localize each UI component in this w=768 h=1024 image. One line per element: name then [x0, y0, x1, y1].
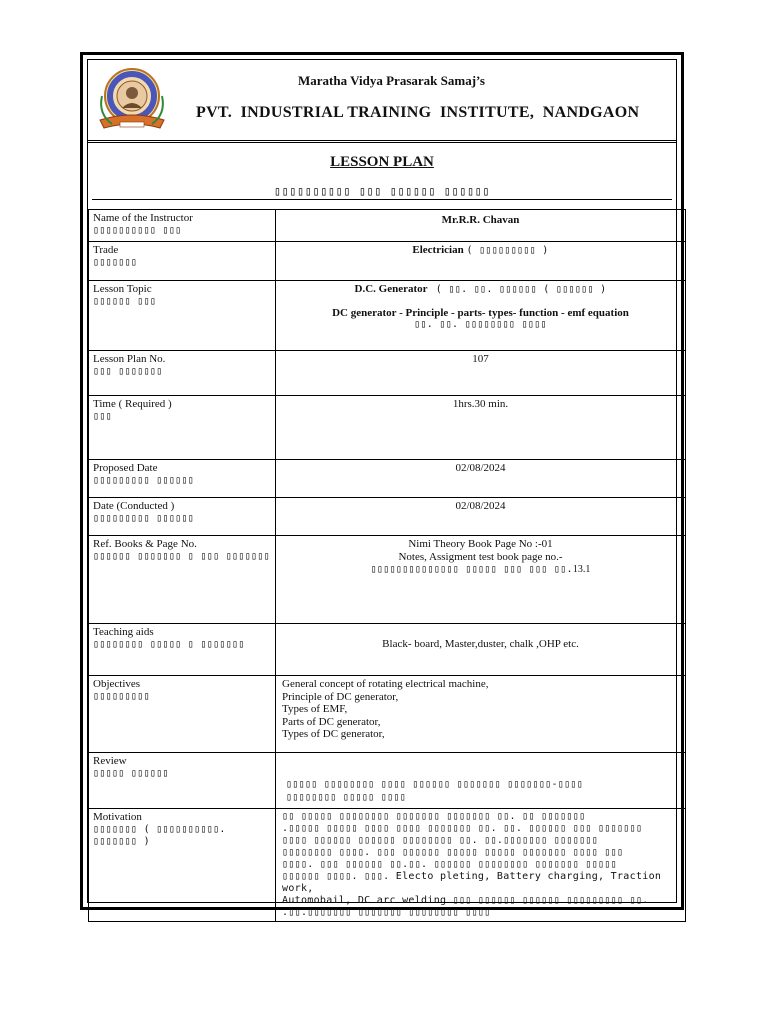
ref-books-label: Ref. Books & Page No. — [93, 538, 197, 550]
ref-books-label-cell — [89, 536, 276, 624]
row-instructor — [89, 210, 686, 242]
teaching-aids-label-cell — [89, 624, 276, 676]
row-plan-no — [89, 351, 686, 396]
instructor-label-marathi: ▯▯▯▯▯▯▯▯▯▯ ▯▯▯ — [93, 224, 182, 236]
lesson-plan-title: LESSON PLAN — [330, 154, 434, 170]
document-inner-border — [87, 59, 677, 918]
instructor-label-cell — [89, 210, 276, 242]
time-value: 1hrs.30 min. — [452, 398, 509, 410]
motivation-line: ▯▯ ▯▯▯▯▯ ▯▯▯▯▯▯▯▯ ▯▯▯▯▯▯▯ ▯▯▯▯▯▯▯ ▯▯. ▯▯ ▯▯▯▯▯▯▯ — [282, 811, 586, 822]
time-label-marathi: ▯▯▯ — [93, 410, 112, 422]
plan-no-value-cell — [276, 351, 686, 396]
proposed-date-label-cell — [89, 460, 276, 498]
organization-name: Maratha Vidya Prasarak Samaj’s — [298, 73, 485, 88]
topic-title-marathi: ( ▯▯. ▯▯. ▯▯▯▯▯▯ ( ▯▯▯▯▯▯ ) — [435, 284, 607, 295]
motivation-label-cell — [89, 809, 276, 922]
row-conducted-date — [89, 498, 686, 536]
objectives-value-cell — [276, 676, 686, 753]
plan-no-label: Lesson Plan No. — [93, 353, 166, 365]
proposed-date-value-cell — [276, 460, 686, 498]
objectives-label-cell — [89, 676, 276, 753]
review-label-marathi: ▯▯▯▯▯ ▯▯▯▯▯▯ — [93, 767, 169, 779]
trade-label: Trade — [93, 244, 119, 256]
trade-label-cell — [89, 242, 276, 281]
row-objectives — [89, 676, 686, 753]
motivation-line: Automobail, DC arc welding ▯▯▯ ▯▯▯▯▯▯ ▯▯▯▯▯▯ ▯▯▯▯▯▯▯▯▯ ▯▯. — [282, 895, 649, 906]
motivation-line: ▯▯▯▯. ▯▯▯ ▯▯▯▯▯▯ ▯▯.▯▯. ▯▯▯▯▯▯ ▯▯▯▯▯▯▯▯ ▯▯▯▯▯▯▯ ▯▯▯▯▯ — [282, 859, 617, 870]
conducted-date-value: 02/08/2024 — [455, 500, 506, 512]
title-divider — [92, 199, 672, 200]
objective-item: Principle of DC generator, — [282, 690, 399, 703]
topic-label: Lesson Topic — [93, 283, 152, 295]
row-review — [89, 753, 686, 809]
motivation-label-marathi: ▯▯▯▯▯▯▯ ( ▯▯▯▯▯▯▯▯▯▯. — [93, 823, 226, 835]
trade-name: Electrician — [412, 244, 464, 256]
teaching-aids-value-cell — [276, 624, 686, 676]
lesson-plan-subtitle: ▯▯▯▯▯▯▯▯▯▯ ▯▯▯ ▯▯▯▯▯▯ ▯▯▯▯▯▯ — [273, 184, 491, 198]
teaching-aids-value: Black- board, Master,duster, chalk ,OHP etc. — [382, 638, 579, 650]
motivation-line: .▯▯▯▯▯ ▯▯▯▯▯ ▯▯▯▯ ▯▯▯▯ ▯▯▯▯▯▯▯ ▯▯. ▯▯. ▯▯▯▯▯▯ ▯▯▯ ▯▯▯▯▯▯▯ — [282, 823, 643, 834]
row-topic — [89, 281, 686, 351]
row-proposed-date — [89, 460, 686, 498]
time-value-cell — [276, 396, 686, 460]
objective-item: General concept of rotating electrical machine, — [282, 678, 489, 690]
row-motivation — [89, 809, 686, 922]
topic-title: D.C. Generator — [354, 283, 428, 295]
lesson-plan-table — [88, 209, 686, 922]
conducted-date-label-marathi: ▯▯▯▯▯▯▯▯▯ ▯▯▯▯▯▯ — [93, 512, 195, 524]
motivation-label-marathi-2: ▯▯▯▯▯▯▯ ) — [93, 836, 150, 847]
institute-name: PVT. INDUSTRIAL TRAINING INSTITUTE, NANDGAON — [196, 104, 640, 121]
trade-name-marathi: ( ▯▯▯▯▯▯▯▯▯ ) — [466, 245, 549, 256]
conducted-date-value-cell — [276, 498, 686, 536]
teaching-aids-label: Teaching aids — [93, 626, 154, 638]
objectives-label-marathi: ▯▯▯▯▯▯▯▯▯ — [93, 690, 150, 702]
motivation-value-cell — [276, 809, 686, 922]
topic-detail: DC generator - Principle - parts- types- function - emf equation — [332, 306, 629, 319]
plan-no-label-cell — [89, 351, 276, 396]
trade-label-marathi: ▯▯▯▯▯▯▯ — [93, 256, 138, 268]
plan-no-value: 107 — [472, 353, 489, 365]
row-trade — [89, 242, 686, 281]
review-line2: ▯▯▯▯▯▯▯▯ ▯▯▯▯▯ ▯▯▯▯ — [286, 791, 407, 803]
topic-label-cell — [89, 281, 276, 351]
ref-books-label-marathi: ▯▯▯▯▯▯ ▯▯▯▯▯▯▯ ▯ ▯▯▯ ▯▯▯▯▯▯▯ — [93, 550, 270, 562]
motivation-line: .▯▯.▯▯▯▯▯▯▯ ▯▯▯▯▯▯▯ ▯▯▯▯▯▯▯▯ ▯▯▯▯ — [282, 907, 491, 918]
row-time — [89, 396, 686, 460]
proposed-date-label: Proposed Date — [93, 462, 158, 474]
topic-detail-marathi: ▯▯. ▯▯. ▯▯▯▯▯▯▯▯ ▯▯▯▯ — [414, 319, 547, 330]
ref-books-value-cell — [276, 536, 686, 624]
review-label-cell — [89, 753, 276, 809]
instructor-value-cell — [276, 210, 686, 242]
objectives-label: Objectives — [93, 678, 141, 690]
objective-item: Types of DC generator, — [282, 728, 385, 740]
ref-books-line3-number: 13.1 — [572, 564, 591, 575]
objective-item: Types of EMF, — [282, 703, 348, 715]
objective-item: Parts of DC generator, — [282, 715, 381, 728]
teaching-aids-label-marathi: ▯▯▯▯▯▯▯▯ ▯▯▯▯▯ ▯ ▯▯▯▯▯▯▯ — [93, 638, 245, 650]
conducted-date-label: Date (Conducted ) — [93, 500, 175, 512]
motivation-line: ▯▯▯▯▯▯ ▯▯▯▯. ▯▯▯. Electo pleting, Battery charging, Traction work, — [282, 871, 662, 894]
institute-header — [88, 60, 676, 143]
motivation-line: ▯▯▯▯ ▯▯▯▯▯▯ ▯▯▯▯▯▯ ▯▯▯▯▯▯▯▯ ▯▯. ▯▯.▯▯▯▯▯▯▯ ▯▯▯▯▯▯▯ — [282, 835, 599, 846]
review-line1: ▯▯▯▯▯ ▯▯▯▯▯▯▯▯ ▯▯▯▯ ▯▯▯▯▯▯ ▯▯▯▯▯▯▯ ▯▯▯▯▯▯▯-▯▯▯▯ — [286, 779, 584, 790]
instructor-label: Name of the Instructor — [93, 212, 193, 224]
proposed-date-label-marathi: ▯▯▯▯▯▯▯▯▯ ▯▯▯▯▯▯ — [93, 474, 195, 486]
review-value-cell — [276, 753, 686, 809]
motivation-line: ▯▯▯▯▯▯▯▯ ▯▯▯▯. ▯▯▯ ▯▯▯▯▯▯ ▯▯▯▯▯ ▯▯▯▯▯ ▯▯▯▯▯▯▯ ▯▯▯▯ ▯▯▯ — [282, 847, 624, 858]
ref-books-line3-marathi: ▯▯▯▯▯▯▯▯▯▯▯▯▯▯ ▯▯▯▯▯ ▯▯▯ ▯▯▯ ▯▯. — [370, 564, 573, 575]
time-label-cell — [89, 396, 276, 460]
conducted-date-label-cell — [89, 498, 276, 536]
time-label: Time ( Required ) — [93, 398, 172, 410]
motivation-label: Motivation — [93, 811, 142, 823]
instructor-name: Mr.R.R. Chavan — [441, 214, 520, 226]
document-frame — [80, 52, 684, 918]
trade-value-cell — [276, 242, 686, 281]
review-label: Review — [93, 755, 127, 767]
proposed-date-value: 02/08/2024 — [455, 462, 506, 474]
topic-value-cell — [276, 281, 686, 351]
row-ref-books — [89, 536, 686, 624]
plan-no-label-marathi: ▯▯▯ ▯▯▯▯▯▯▯ — [93, 365, 163, 377]
row-teaching-aids — [89, 624, 686, 676]
ref-books-line1: Nimi Theory Book Page No :-01 — [408, 538, 553, 550]
topic-label-marathi: ▯▯▯▯▯▯ ▯▯▯ — [93, 295, 157, 307]
ref-books-line2: Notes, Assigment test book page no.- — [398, 550, 563, 563]
institute-logo — [94, 66, 170, 134]
